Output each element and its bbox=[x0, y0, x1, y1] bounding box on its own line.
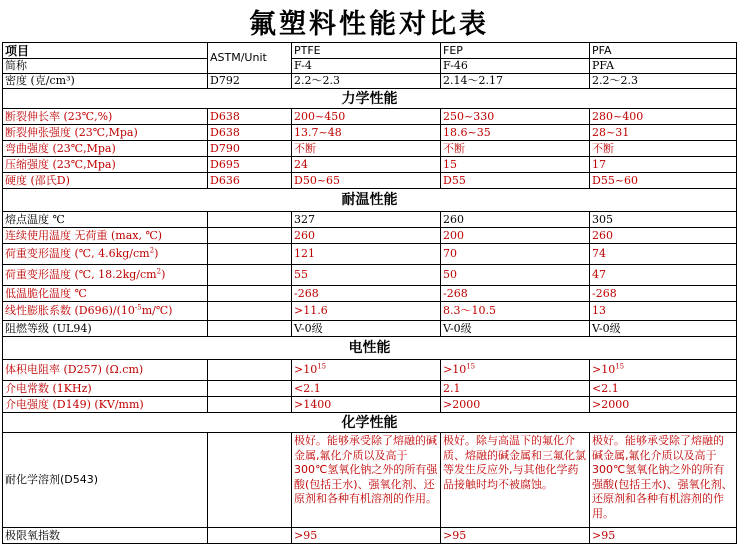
abbrev-row bbox=[3, 59, 737, 74]
value-fep: 50 bbox=[441, 265, 590, 286]
row-label: 阻燃等级 (UL94) bbox=[3, 321, 208, 337]
table-row bbox=[3, 302, 737, 321]
chemical-label: 耐化学溶剂(D543) bbox=[3, 433, 208, 528]
value-fep: >2000 bbox=[441, 397, 590, 413]
chemical-pfa: 极好。能够承受除了熔融的碱金属,氟化介质以及高于300℃氢氧化钠之外的所有强酸(包括王水)、强氧化剂、还原剂和各种有机溶剂的作用。 bbox=[590, 433, 737, 528]
section-title-electrical: 电性能 bbox=[3, 337, 737, 360]
value-ptfe: D50~65 bbox=[292, 173, 441, 189]
row-astm bbox=[208, 212, 292, 228]
value-fep: 8.3～10.5 bbox=[441, 302, 590, 321]
row-label: 介电常数 (1KHz) bbox=[3, 381, 208, 397]
value-pfa: 74 bbox=[590, 244, 737, 265]
value-ptfe: 13.7~48 bbox=[292, 125, 441, 141]
value-pfa: D55~60 bbox=[590, 173, 737, 189]
table-row bbox=[3, 109, 737, 125]
chemical-ptfe: 极好。能够承受除了熔融的碱金属,氟化介质以及高于300℃氢氧化钠之外的所有强酸(包括王水)、强氧化剂、还原剂和各种有机溶剂的作用。 bbox=[292, 433, 441, 528]
value-exponent: 15 bbox=[317, 362, 327, 371]
value-ptfe: -268 bbox=[292, 286, 441, 302]
header-astm: ASTM/Unit bbox=[208, 43, 292, 74]
density-label: 密度 (克/cm³) bbox=[3, 74, 208, 89]
section-title-chemical: 化学性能 bbox=[3, 413, 737, 433]
oxygen-astm bbox=[208, 528, 292, 544]
value-pfa: >2000 bbox=[590, 397, 737, 413]
value-fep: 2.1 bbox=[441, 381, 590, 397]
value-pfa: 13 bbox=[590, 302, 737, 321]
header-material-pfa: PFA bbox=[590, 43, 737, 59]
row-label: 体积电阻率 (D257) (Ω.cm) bbox=[3, 360, 208, 381]
density-row bbox=[3, 74, 737, 89]
value-fep: -268 bbox=[441, 286, 590, 302]
table-row bbox=[3, 157, 737, 173]
abbrev-pfa: PFA bbox=[590, 59, 737, 74]
abbrev-label: 简称 bbox=[3, 59, 208, 74]
value-text: >10 bbox=[592, 363, 616, 376]
row-label: 连续使用温度 无荷重 (max, ℃) bbox=[3, 228, 208, 244]
value-fep: V-0级 bbox=[441, 321, 590, 337]
value-fep bbox=[441, 360, 590, 381]
row-label-sup: 2 bbox=[156, 267, 162, 276]
row-label-sup: 2 bbox=[149, 246, 155, 255]
value-fep: 200 bbox=[441, 228, 590, 244]
section-title-thermal: 耐温性能 bbox=[3, 189, 737, 212]
abbrev-ptfe: F-4 bbox=[292, 59, 441, 74]
density-fep: 2.14～2.17 bbox=[441, 74, 590, 89]
table-row bbox=[3, 141, 737, 157]
chemical-astm bbox=[208, 433, 292, 528]
row-label: 弯曲强度 (23℃,Mpa) bbox=[3, 141, 208, 157]
abbrev-fep: F-46 bbox=[441, 59, 590, 74]
value-fep: 18.6~35 bbox=[441, 125, 590, 141]
oxygen-ptfe: >95 bbox=[292, 528, 441, 544]
value-fep: 15 bbox=[441, 157, 590, 173]
row-astm: D638 bbox=[208, 109, 292, 125]
value-pfa: -268 bbox=[590, 286, 737, 302]
value-fep: 70 bbox=[441, 244, 590, 265]
value-pfa: V-0级 bbox=[590, 321, 737, 337]
density-astm: D792 bbox=[208, 74, 292, 89]
table-row bbox=[3, 212, 737, 228]
oxygen-fep: >95 bbox=[441, 528, 590, 544]
table-row bbox=[3, 381, 737, 397]
section-row-mechanical bbox=[3, 89, 737, 109]
row-astm bbox=[208, 397, 292, 413]
table-row bbox=[3, 173, 737, 189]
header-material-fep: FEP bbox=[441, 43, 590, 59]
value-ptfe: 327 bbox=[292, 212, 441, 228]
oxygen-label: 极限氧指数 bbox=[3, 528, 208, 544]
row-label: 硬度 (邵氏D) bbox=[3, 173, 208, 189]
table-row bbox=[3, 244, 737, 265]
oxygen-row bbox=[3, 528, 737, 544]
section-title-mechanical: 力学性能 bbox=[3, 89, 737, 109]
value-pfa: 17 bbox=[590, 157, 737, 173]
row-label: 压缩强度 (23℃,Mpa) bbox=[3, 157, 208, 173]
value-ptfe: 260 bbox=[292, 228, 441, 244]
row-astm: D638 bbox=[208, 125, 292, 141]
value-fep: D55 bbox=[441, 173, 590, 189]
value-ptfe: >1400 bbox=[292, 397, 441, 413]
table-row bbox=[3, 228, 737, 244]
value-ptfe: <2.1 bbox=[292, 381, 441, 397]
row-label: 熔点温度 ℃ bbox=[3, 212, 208, 228]
row-label-tail: ) bbox=[161, 268, 166, 281]
header-item: 项目 bbox=[3, 43, 208, 59]
chemical-row bbox=[3, 433, 737, 528]
value-ptfe: 24 bbox=[292, 157, 441, 173]
row-astm bbox=[208, 321, 292, 337]
row-label-text: 荷重变形温度 (℃, 18.2kg/cm bbox=[5, 268, 157, 281]
row-label-sup: -5 bbox=[134, 303, 142, 312]
row-astm bbox=[208, 228, 292, 244]
value-ptfe: V-0级 bbox=[292, 321, 441, 337]
value-fep: 260 bbox=[441, 212, 590, 228]
row-astm bbox=[208, 381, 292, 397]
row-astm: D636 bbox=[208, 173, 292, 189]
row-label bbox=[3, 244, 208, 265]
density-ptfe: 2.2～2.3 bbox=[292, 74, 441, 89]
value-pfa: 47 bbox=[590, 265, 737, 286]
value-ptfe: 121 bbox=[292, 244, 441, 265]
header-row bbox=[3, 43, 737, 59]
properties-table bbox=[2, 42, 737, 544]
row-astm bbox=[208, 244, 292, 265]
value-pfa: 305 bbox=[590, 212, 737, 228]
value-pfa: 28~31 bbox=[590, 125, 737, 141]
row-label-text: 荷重变形温度 (℃, 4.6kg/cm bbox=[5, 247, 150, 260]
table-row bbox=[3, 265, 737, 286]
row-astm: D695 bbox=[208, 157, 292, 173]
value-ptfe: 200~450 bbox=[292, 109, 441, 125]
value-pfa: 不断 bbox=[590, 141, 737, 157]
row-astm bbox=[208, 286, 292, 302]
row-astm bbox=[208, 265, 292, 286]
section-row-electrical bbox=[3, 337, 737, 360]
row-label: 断裂伸张强度 (23℃,Mpa) bbox=[3, 125, 208, 141]
table-row bbox=[3, 286, 737, 302]
value-ptfe: >11.6 bbox=[292, 302, 441, 321]
value-text: >10 bbox=[294, 363, 318, 376]
table-row bbox=[3, 397, 737, 413]
value-exponent: 15 bbox=[615, 362, 625, 371]
value-ptfe bbox=[292, 360, 441, 381]
value-text: >10 bbox=[443, 363, 467, 376]
row-astm bbox=[208, 360, 292, 381]
value-exponent: 15 bbox=[466, 362, 476, 371]
value-pfa: <2.1 bbox=[590, 381, 737, 397]
row-label: 介电强度 (D149) (KV/mm) bbox=[3, 397, 208, 413]
row-label-tail: m/℃) bbox=[141, 304, 173, 317]
page-title: 氟塑料性能对比表 bbox=[249, 8, 489, 40]
oxygen-pfa: >95 bbox=[590, 528, 737, 544]
value-pfa: 280~400 bbox=[590, 109, 737, 125]
header-material-ptfe: PTFE bbox=[292, 43, 441, 59]
section-row-thermal bbox=[3, 189, 737, 212]
row-astm: D790 bbox=[208, 141, 292, 157]
row-label-tail: ) bbox=[154, 247, 159, 260]
value-fep: 250~330 bbox=[441, 109, 590, 125]
row-label: 断裂伸长率 (23℃,%) bbox=[3, 109, 208, 125]
section-row-chemical bbox=[3, 413, 737, 433]
table-row bbox=[3, 360, 737, 381]
value-pfa bbox=[590, 360, 737, 381]
table-row bbox=[3, 125, 737, 141]
value-ptfe: 55 bbox=[292, 265, 441, 286]
value-pfa: 260 bbox=[590, 228, 737, 244]
row-label: 低温脆化温度 ℃ bbox=[3, 286, 208, 302]
value-fep: 不断 bbox=[441, 141, 590, 157]
table-row bbox=[3, 321, 737, 337]
row-label bbox=[3, 302, 208, 321]
row-label bbox=[3, 265, 208, 286]
row-astm bbox=[208, 302, 292, 321]
density-pfa: 2.2～2.3 bbox=[590, 74, 737, 89]
row-label-text: 线性膨胀系数 (D696)/(10 bbox=[5, 304, 135, 317]
chemical-fep: 极好。除与高温下的氟化介质、熔融的碱金属和三氟化氯等发生反应外,与其他化学药品接触时均不被腐蚀。 bbox=[441, 433, 590, 528]
value-ptfe: 不断 bbox=[292, 141, 441, 157]
